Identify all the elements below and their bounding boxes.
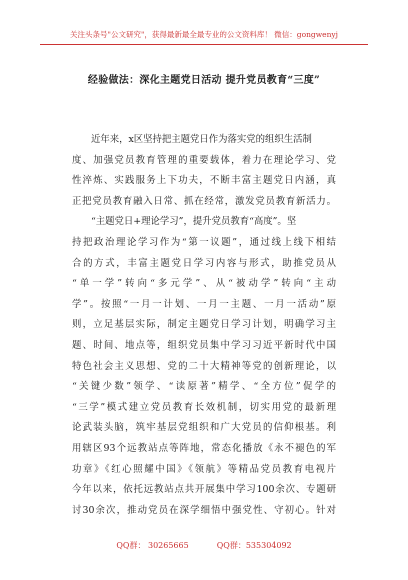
body-line: 正把党员教育融入日常、抓在经常，激发党员教育新活力。 xyxy=(72,195,336,207)
footer-qq-group-1: QQ群： 30265665 xyxy=(116,541,189,550)
body-line: 学”。按照“一月一计划、一月一主题、一月一活动”原 xyxy=(72,298,336,310)
body-line: “主题党日+理论学习”，提升党员教育“高度”。坚 xyxy=(91,216,297,228)
header-promo-note: 关注头条号"公文研究"，获得最新最全最专业的公文资料库！ 微信：gongwenyj xyxy=(70,30,338,39)
body-line: “三学”模式建立党员教育长效机制，切实用党的最新理 xyxy=(72,401,336,413)
body-line: 则，立足基层实际，制定主题党日学习计划，明确学习主 xyxy=(72,319,336,331)
body-line: 特色社会主义思想、党的二十大精神等党的创新理论，以 xyxy=(72,360,336,372)
document-body xyxy=(72,130,336,521)
body-line: 性淬炼、实践服务上下功夫，不断丰富主题党日内涵，真 xyxy=(72,175,336,187)
footer-qq-group-2: QQ群：535304092 xyxy=(216,541,292,550)
body-line: 近年来，x区坚持把主题党日作为落实党的组织生活制 xyxy=(91,134,312,145)
body-line: 讨30余次，推动党员在深学细悟中强党性、守初心。针对 xyxy=(72,504,336,516)
body-line: 论武装头脑，筑牢基层党组织和广大党员的信仰根基。利 xyxy=(72,422,336,434)
body-line: 今年以来，依托远教站点共开展集中学习100余次、专题研 xyxy=(72,484,336,496)
body-line: 度、加强党员教育管理的重要载体，着力在理论学习、党 xyxy=(72,154,336,166)
document-title: 经验做法：深化主题党日活动 提升党员教育“三度” xyxy=(87,75,321,86)
header-divider xyxy=(40,44,368,45)
body-line: 用辖区93个远教站点等阵地，常态化播放《永不褪色的军 xyxy=(72,442,336,454)
body-line: “关键少数”领学、“读原著”精学、“全方位”促学的 xyxy=(72,381,336,393)
body-line: 合的方式，丰富主题党日学习内容与形式，助推党员从 xyxy=(72,257,336,269)
body-line: 持把政治理论学习作为“第一议题”，通过线上线下相结 xyxy=(72,236,336,248)
body-line: 功章》《红心照耀中国》《领航》等精品党员教育电视片 xyxy=(72,463,336,475)
footer-contact xyxy=(0,540,408,552)
body-line: 题、时间、地点等，组织党员集中学习习近平新时代中国 xyxy=(72,339,336,351)
body-line: “单一学”转向“多元学”、从“被动学”转向“主动 xyxy=(72,278,336,290)
